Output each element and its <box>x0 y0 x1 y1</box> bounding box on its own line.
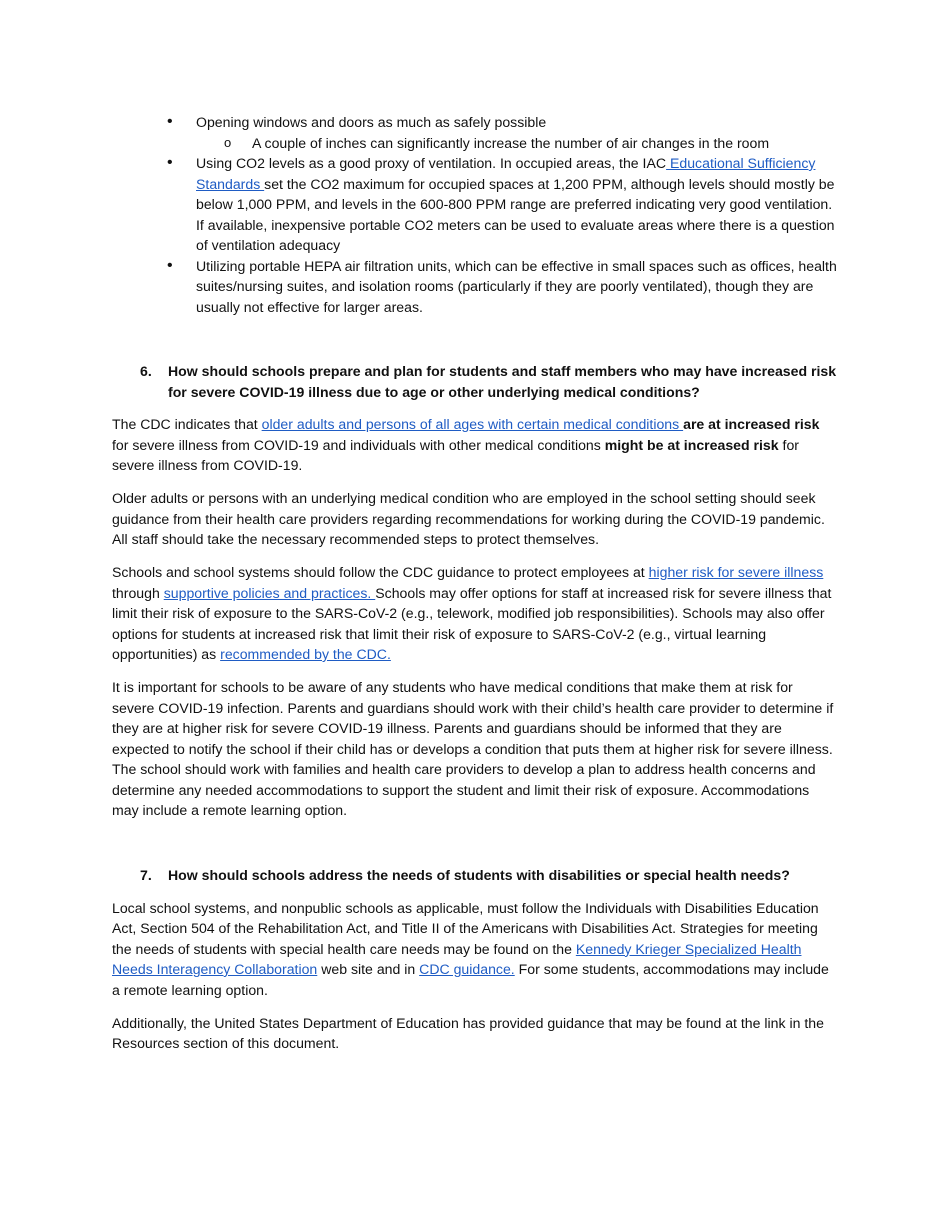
q6-p1-text-a: The CDC indicates that <box>112 416 262 432</box>
q7-paragraph-1 <box>112 898 838 1001</box>
question-7-text: How should schools address the needs of students with disabilities or special health needs? <box>168 867 790 883</box>
educational-sufficiency-standards-link[interactable]: Educational Sufficiency Standards <box>196 155 816 192</box>
older-adults-medical-conditions-link[interactable]: older adults and persons of all ages with certain medical conditions <box>261 416 684 432</box>
ventilation-bullet-list <box>112 112 838 317</box>
sub-bullet-list <box>196 133 838 154</box>
q7-paragraph-2: Additionally, the United States Department of Education has provided guidance that may be found at the link in the Resources section of this document. <box>112 1014 824 1051</box>
bullet-item-hepa <box>112 256 838 318</box>
question-7-number: 7. <box>140 867 152 883</box>
q6-p3-text-c: Schools may offer options for staff at increased risk for severe illness that limit their risk of exposure to the SARS-CoV-2 (e.g., telework, modified job responsibilities). Schools may also offer options for students at increased risk that limit their risk of exposure to SARS-CoV-2 (e.g., virtual learning opportunities) as <box>112 584 832 662</box>
question-6-number: 6. <box>140 363 152 379</box>
bullet-item-co2 <box>112 153 838 256</box>
q7-p1-text-b: web site and in <box>317 961 420 977</box>
q6-paragraph-1 <box>112 414 838 476</box>
q6-p1-text-c: for severe illness from COVID-19 and individuals with other medical conditions <box>112 436 605 453</box>
bullet-text-hepa: Utilizing portable HEPA air filtration units, which can be effective in small spaces such as offices, health suites/nursing suites, and isolation rooms (particularly if they are poorly ventilated), though they are usually not effective for larger areas. <box>196 257 837 315</box>
q6-paragraph-4: It is important for schools to be aware of any students who have medical conditions that make them at risk for severe COVID-19 infection. Parents and guardians should work with their child’s health care provider to determine if they are at higher risk for severe COVID-19 illness. Parents and guardians should be informed that they are expected to notify the school if their child has or develops a condition that puts them at higher risk for severe illness. The school should work with families and health care providers to develop a plan to address health concerns and determine any needed accommodations to support the student and limit their risk of exposure. Accommodations may include a remote learning option. <box>112 679 834 818</box>
question-6-heading <box>112 361 838 402</box>
recommended-by-cdc-link[interactable]: recommended by the CDC. <box>220 646 391 662</box>
q6-p1-bold-increased-risk: are at increased risk <box>683 416 820 432</box>
bullet-text-co2-post: set the CO2 maximum for occupied spaces at 1,200 PPM, although levels should mostly be below 1,000 PPM, and levels in the 600-800 PPM range are preferred indicating very good ventilation. If available, inexpensive portable CO2 meters can be used to evaluate areas where there is a question of ventilation adequacy <box>196 175 835 253</box>
q6-paragraph-2: Older adults or persons with an underlying medical condition who are employed in the school setting should seek guidance from their health care providers regarding recommendations for working during the COVID-19 pandemic. All staff should take the necessary recommended steps to protect themselves. <box>112 490 825 547</box>
q6-p3-text-a: Schools and school systems should follow the CDC guidance to protect employees at <box>112 564 649 580</box>
sub-bullet-text: A couple of inches can significantly increase the number of air changes in the room <box>252 134 770 151</box>
document-page <box>112 112 838 1066</box>
q6-p1-bold-might-be: might be at increased risk <box>604 436 779 453</box>
bullet-text-windows: Opening windows and doors as much as safely possible <box>196 114 547 130</box>
bullet-text-co2-pre: Using CO2 levels as a good proxy of ventilation. In occupied areas, the IAC <box>196 155 667 171</box>
higher-risk-severe-illness-link[interactable]: higher risk for severe illness <box>648 564 824 580</box>
cdc-guidance-link[interactable]: CDC guidance. <box>419 961 515 977</box>
question-6-text: How should schools prepare and plan for students and staff members who may have increased risk for severe COVID-19 illness due to age or other underlying medical conditions? <box>168 363 837 400</box>
q6-p1-text-e: for severe illness from COVID-19. <box>112 436 799 473</box>
q7-p1-text-c: For some students, accommodations may include a remote learning option. <box>112 961 829 998</box>
q6-p3-text-b: through <box>112 584 164 601</box>
supportive-policies-link[interactable]: supportive policies and practices. <box>163 584 376 601</box>
q6-paragraph-3 <box>112 562 838 665</box>
sub-bullet-item-inches <box>196 133 838 154</box>
question-7-heading <box>112 865 838 886</box>
q7-p1-text-a: Local school systems, and nonpublic schools as applicable, must follow the Individuals with Disabilities Education Act, Section 504 of the Rehabilitation Act, and Title II of the Americans with Disabilities Act. Strategies for meeting the needs of students with special health care needs may be found on the <box>112 899 819 957</box>
kennedy-krieger-link[interactable]: Kennedy Krieger Specialized Health Needs Interagency Collaboration <box>112 940 802 977</box>
bullet-item-windows <box>112 112 838 153</box>
